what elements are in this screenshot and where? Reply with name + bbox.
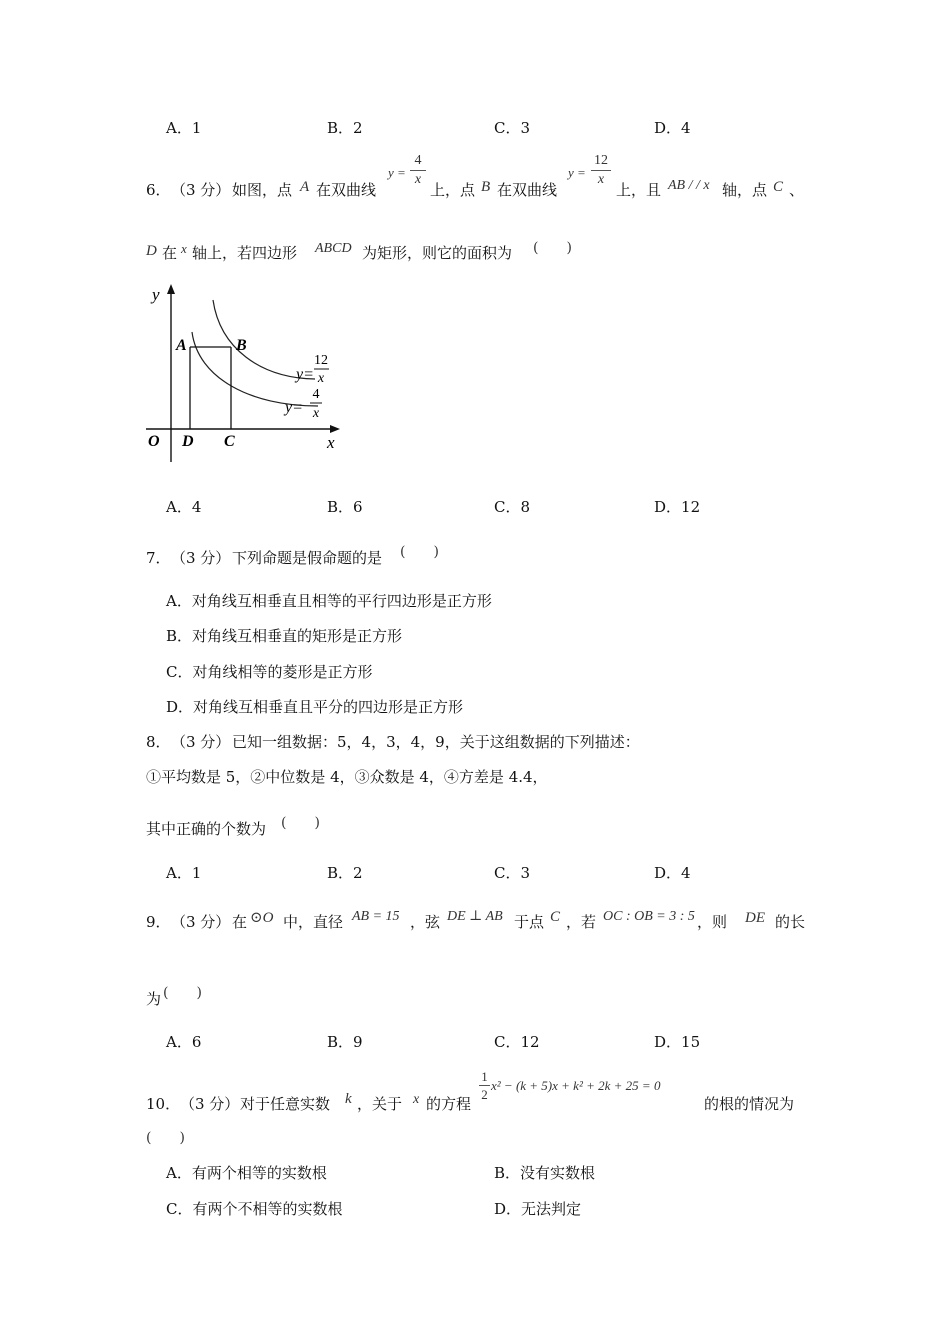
q10-number: 10． (146, 1095, 181, 1113)
q10-text-2: ，关于 (357, 1095, 403, 1113)
q9-option-a: A．6 (166, 1033, 202, 1051)
q9-de-perp: DE ⊥ AB (447, 909, 503, 924)
q8-line-3: 其中正确的个数为 (146, 820, 267, 838)
q6-option-a: A．4 (166, 498, 202, 516)
q6-option-c: C．8 (494, 498, 531, 516)
q10-var-x: x (413, 1092, 420, 1107)
figure-label-d: D (182, 433, 194, 450)
q10-text-1: 对于任意实数 (240, 1095, 331, 1113)
q6-number: 6． (146, 181, 171, 199)
q8-stem: 已知一组数据：5，4，3，4，9，关于这组数据的下列描述： (232, 733, 640, 751)
q7-option-a: A．对角线互相垂直且相等的平行四边形是正方形 (166, 592, 492, 610)
q10-eq-den: 2 (481, 1087, 488, 1102)
q9-ratio: OC : OB = 3 : 5 (603, 909, 695, 924)
q6-curve1-den: x (414, 172, 422, 187)
q8-number: 8． (146, 733, 171, 751)
q9-text-5: ，若 (566, 913, 597, 931)
figure-label-lower-lhs: y= (285, 399, 303, 416)
figure-label-b: B (236, 337, 247, 354)
q9-option-b: B．9 (327, 1033, 363, 1051)
q6-text-4: 在双曲线 (497, 181, 558, 199)
q8-option-c: C．3 (494, 864, 531, 882)
q5-option-b: B．2 (327, 119, 363, 137)
q10-equation-fraction (479, 1070, 490, 1101)
figure-label-upper-den: x (317, 371, 325, 386)
q10-option-d: D．无法判定 (494, 1200, 582, 1218)
q6-curve2-fraction (591, 154, 611, 187)
q6-text-10: 为矩形，则它的面积为 (362, 244, 513, 262)
q10-text-4: 的根的情况为 (704, 1095, 795, 1113)
q10-score: （3 分） (180, 1095, 240, 1113)
figure-label-a: A (176, 337, 187, 354)
q6-option-d: D．12 (654, 498, 701, 516)
q6-text-6: 轴，点 (722, 181, 768, 199)
q8-answer-paren: ( ) (281, 815, 320, 831)
q6-curve2-lhs: y = (568, 165, 586, 180)
q6-var-b: B (481, 179, 491, 195)
figure-y-arrow (167, 284, 175, 294)
q5-option-d: D．4 (654, 119, 691, 137)
q6-answer-paren: ( ) (533, 240, 572, 256)
q9-number: 9． (146, 913, 171, 931)
q5-option-a: A．1 (166, 119, 202, 137)
q9-text-7: 的长 (775, 913, 806, 931)
q6-option-b: B．6 (327, 498, 363, 516)
q6-curve1-lhs: y = (388, 165, 406, 180)
q6-quad: ABCD (315, 241, 352, 256)
q7-score: （3 分） (171, 549, 231, 567)
q6-var-a: A (300, 179, 310, 195)
q9-text-4: 于点 (514, 913, 545, 931)
q6-curve2-num: 12 (594, 153, 608, 168)
figure-label-lower-num: 4 (312, 387, 320, 402)
figure-label-x: x (327, 433, 335, 452)
q6-figure (140, 278, 350, 464)
q10-eq-num: 1 (481, 1069, 488, 1084)
q5-option-c: C．3 (494, 119, 531, 137)
q6-text-8: 在 (162, 244, 178, 262)
q8-score: （3 分） (171, 733, 231, 751)
q6-text-1: 如图，点 (232, 181, 293, 199)
q10-equation: x² − (k + 5)x + k² + 2k + 25 = 0 (491, 1078, 661, 1093)
q9-text-1: 在 (232, 913, 248, 931)
q9-option-c: C．12 (494, 1033, 540, 1051)
q9-text-6: ，则 (697, 913, 728, 931)
q8-option-b: B．2 (327, 864, 363, 882)
figure-label-upper-num: 12 (314, 353, 328, 368)
q9-ab: AB = 15 (352, 909, 400, 924)
q8-line-2: ①平均数是 5，②中位数是 4，③众数是 4，④方差是 4.4， (146, 768, 548, 786)
q9-option-d: D．15 (654, 1033, 701, 1051)
q10-var-k: k (345, 1091, 352, 1107)
q9-line-2: 为 (146, 990, 162, 1008)
q7-option-c: C．对角线相等的菱形是正方形 (166, 663, 373, 681)
figure-label-c: C (224, 433, 235, 450)
q9-var-c: C (550, 909, 561, 925)
q9-var-de: DE (745, 910, 765, 926)
q6-parallel: AB / / x (668, 178, 710, 193)
figure-label-o: O (148, 433, 160, 450)
q9-text-3: ，弦 (410, 913, 441, 931)
q10-option-c: C．有两个不相等的实数根 (166, 1200, 343, 1218)
q10-option-a: A．有两个相等的实数根 (166, 1164, 327, 1182)
figure-label-y: y (152, 285, 160, 304)
q10-text-3: 的方程 (426, 1095, 472, 1113)
q6-text-2: 在双曲线 (316, 181, 377, 199)
q6-var-d: D (146, 243, 157, 259)
figure-label-lower-den: x (312, 406, 320, 421)
q9-circle: ⊙O (250, 910, 274, 926)
q6-text-3: 上，点 (430, 181, 476, 199)
q8-option-d: D．4 (654, 864, 691, 882)
figure-label-upper-lhs: y= (296, 366, 314, 383)
q9-answer-paren: ( ) (163, 985, 202, 1001)
q6-text-5: 上，且 (616, 181, 662, 199)
q7-number: 7． (146, 549, 171, 567)
q6-var-x: x (181, 241, 187, 256)
q7-stem: 下列命题是假命题的是 (232, 549, 383, 567)
q6-curve1-num: 4 (414, 153, 422, 168)
q6-curve2-den: x (597, 172, 605, 187)
q7-option-b: B．对角线互相垂直的矩形是正方形 (166, 627, 403, 645)
q9-text-2: 中，直径 (283, 913, 344, 931)
q7-answer-paren: ( ) (400, 544, 439, 560)
q10-answer-paren: ( ) (146, 1130, 185, 1146)
q7-option-d: D．对角线互相垂直且平分的四边形是正方形 (166, 698, 464, 716)
q6-score: （3 分） (171, 181, 231, 199)
q10-option-b: B．没有实数根 (494, 1164, 596, 1182)
q6-text-9: 轴上，若四边形 (192, 244, 298, 262)
q6-var-c: C (773, 179, 784, 195)
q8-option-a: A．1 (166, 864, 202, 882)
figure-x-arrow (330, 425, 340, 433)
q9-score: （3 分） (171, 913, 231, 931)
q6-text-7: 、 (789, 181, 805, 199)
q6-curve1-fraction (410, 154, 426, 187)
